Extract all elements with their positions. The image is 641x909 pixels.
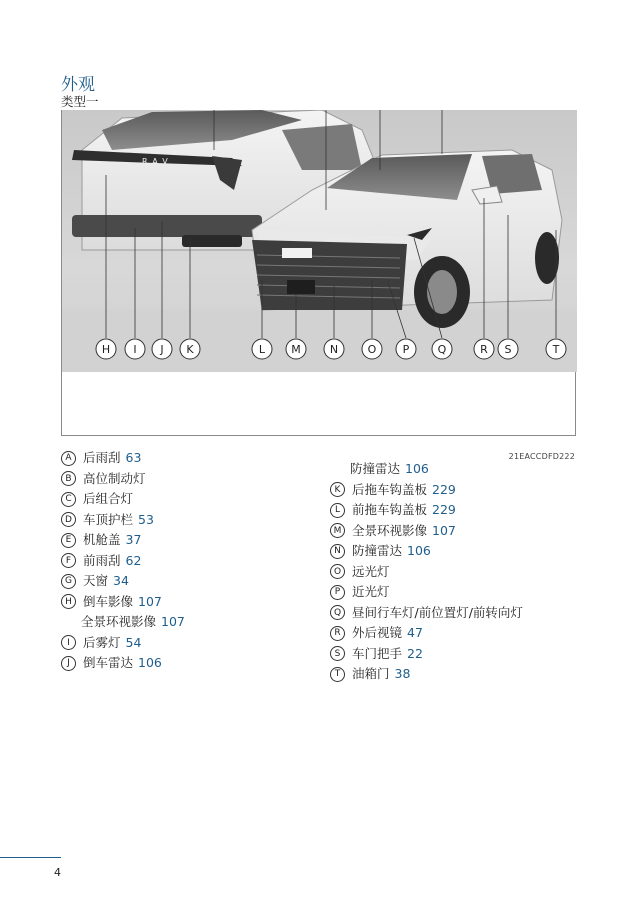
callout-q (432, 339, 452, 359)
page-link[interactable]: 107 (138, 593, 162, 609)
page-number: 4 (54, 866, 61, 879)
page-link[interactable]: 54 (125, 634, 142, 650)
svg-text:H: H (101, 343, 111, 356)
legend-label: 全景环视影像 (352, 522, 428, 538)
legend-label: 近光灯 (352, 584, 390, 599)
legend-item (330, 582, 523, 603)
svg-text:T: T (552, 343, 560, 356)
page-link[interactable]: 107 (161, 614, 185, 629)
legend-item (330, 603, 523, 624)
legend-item (61, 530, 185, 551)
legend-marker: D (61, 512, 76, 527)
page-link[interactable]: 106 (407, 543, 431, 558)
callout-h (96, 339, 116, 359)
legend-label: 防撞雷达 (350, 461, 401, 476)
legend-item (61, 592, 185, 613)
legend-label: 后拖车钩盖板 (352, 481, 428, 497)
callout-i (125, 339, 145, 359)
legend-marker: J (61, 656, 76, 671)
svg-text:M: M (291, 343, 301, 356)
legend-label: 全景环视影像 (81, 614, 157, 629)
legend-list-right (330, 459, 523, 685)
page-link[interactable]: 107 (432, 522, 456, 538)
page-link[interactable]: 38 (394, 666, 411, 681)
legend-item (61, 510, 185, 531)
section-subtitle: 类型一 (61, 94, 99, 109)
legend-marker: G (61, 574, 76, 589)
legend-item (330, 500, 523, 521)
page-title: 外观 (61, 75, 95, 95)
page-link[interactable]: 47 (407, 625, 423, 640)
page-link[interactable]: 229 (432, 481, 456, 497)
page-link[interactable]: 229 (432, 502, 456, 517)
legend-marker: H (61, 594, 76, 609)
callout-j (152, 339, 172, 359)
legend-item (330, 562, 523, 583)
svg-text:I: I (133, 343, 137, 356)
page-link[interactable]: 37 (125, 532, 142, 547)
legend-label: 后雨刮 (83, 450, 121, 465)
svg-text:K: K (186, 343, 194, 356)
svg-text:Q: Q (437, 343, 447, 356)
legend-marker: E (61, 533, 76, 548)
legend-item (330, 521, 523, 542)
legend-marker: B (61, 471, 76, 486)
legend-item (61, 489, 185, 510)
footer-rule (0, 857, 61, 858)
page-link[interactable]: 106 (138, 655, 162, 670)
legend-marker: S (330, 646, 345, 661)
legend-item (61, 469, 185, 490)
callout-m (286, 339, 306, 359)
legend-marker: R (330, 626, 345, 641)
legend-label: 后组合灯 (83, 491, 134, 506)
page-link[interactable]: 62 (125, 552, 142, 568)
legend-marker: K (330, 482, 345, 497)
svg-text:P: P (402, 343, 410, 356)
legend-label: 倒车影像 (83, 593, 134, 609)
legend-label: 外后视镜 (352, 625, 403, 640)
legend-marker: O (330, 564, 345, 579)
legend-item (330, 541, 523, 562)
callout-o (362, 339, 382, 359)
legend-marker: N (330, 544, 345, 559)
legend-label: 高位制动灯 (83, 470, 146, 486)
legend-item (61, 653, 185, 674)
legend-label: 远光灯 (352, 563, 390, 579)
legend-item (61, 633, 185, 654)
svg-text:N: N (329, 343, 339, 356)
legend-label: 后雾灯 (83, 634, 121, 650)
page-link[interactable]: 106 (405, 461, 429, 476)
legend-marker: I (61, 635, 76, 650)
legend-item (330, 623, 523, 644)
legend-marker: Q (330, 605, 345, 620)
legend-label: 机舱盖 (83, 532, 121, 547)
legend-marker: F (61, 553, 76, 568)
page-link[interactable]: 63 (125, 450, 142, 465)
callout-r (474, 339, 494, 359)
vehicle-exterior-figure (61, 110, 576, 436)
legend-label: 车顶护栏 (83, 511, 134, 527)
legend-item (61, 448, 185, 469)
callout-k (180, 339, 200, 359)
callout-t (546, 339, 566, 359)
page-link[interactable]: 34 (113, 573, 129, 588)
svg-text:L: L (258, 343, 266, 356)
callout-p (396, 339, 416, 359)
legend-marker: P (330, 585, 345, 600)
page-link[interactable]: 53 (138, 511, 154, 527)
legend-item (61, 571, 185, 592)
legend-item (61, 551, 185, 572)
legend-label: 油箱门 (352, 666, 390, 681)
legend-item-continued (61, 612, 185, 633)
legend-marker: C (61, 492, 76, 507)
page-link[interactable]: 22 (407, 645, 423, 661)
svg-text:S: S (504, 343, 512, 356)
callout-l (252, 339, 272, 359)
callout-n (324, 339, 344, 359)
legend-label: 昼间行车灯/前位置灯/前转向灯 (352, 604, 523, 620)
legend-label: 天窗 (83, 573, 109, 588)
legend-item-continued (330, 459, 523, 480)
legend-label: 倒车雷达 (83, 655, 134, 670)
legend-marker: M (330, 523, 345, 538)
callout-s (498, 339, 518, 359)
legend-marker: L (330, 503, 345, 518)
legend-marker: A (61, 451, 76, 466)
legend-label: 前雨刮 (83, 552, 121, 568)
svg-text:J: J (160, 343, 164, 356)
legend-list-left (61, 448, 185, 674)
vehicle-photo (62, 110, 577, 372)
svg-text:O: O (367, 343, 377, 356)
legend-item (330, 664, 523, 685)
rear-badge-text: RAV (142, 157, 173, 166)
legend-label: 前拖车钩盖板 (352, 502, 428, 517)
legend-item (330, 480, 523, 501)
svg-text:R: R (480, 343, 488, 356)
legend-label: 防撞雷达 (352, 543, 403, 558)
legend-label: 车门把手 (352, 645, 403, 661)
figure-code: 21EACCDFD222 (508, 452, 575, 461)
legend-marker: T (330, 667, 345, 682)
legend-item (330, 644, 523, 665)
